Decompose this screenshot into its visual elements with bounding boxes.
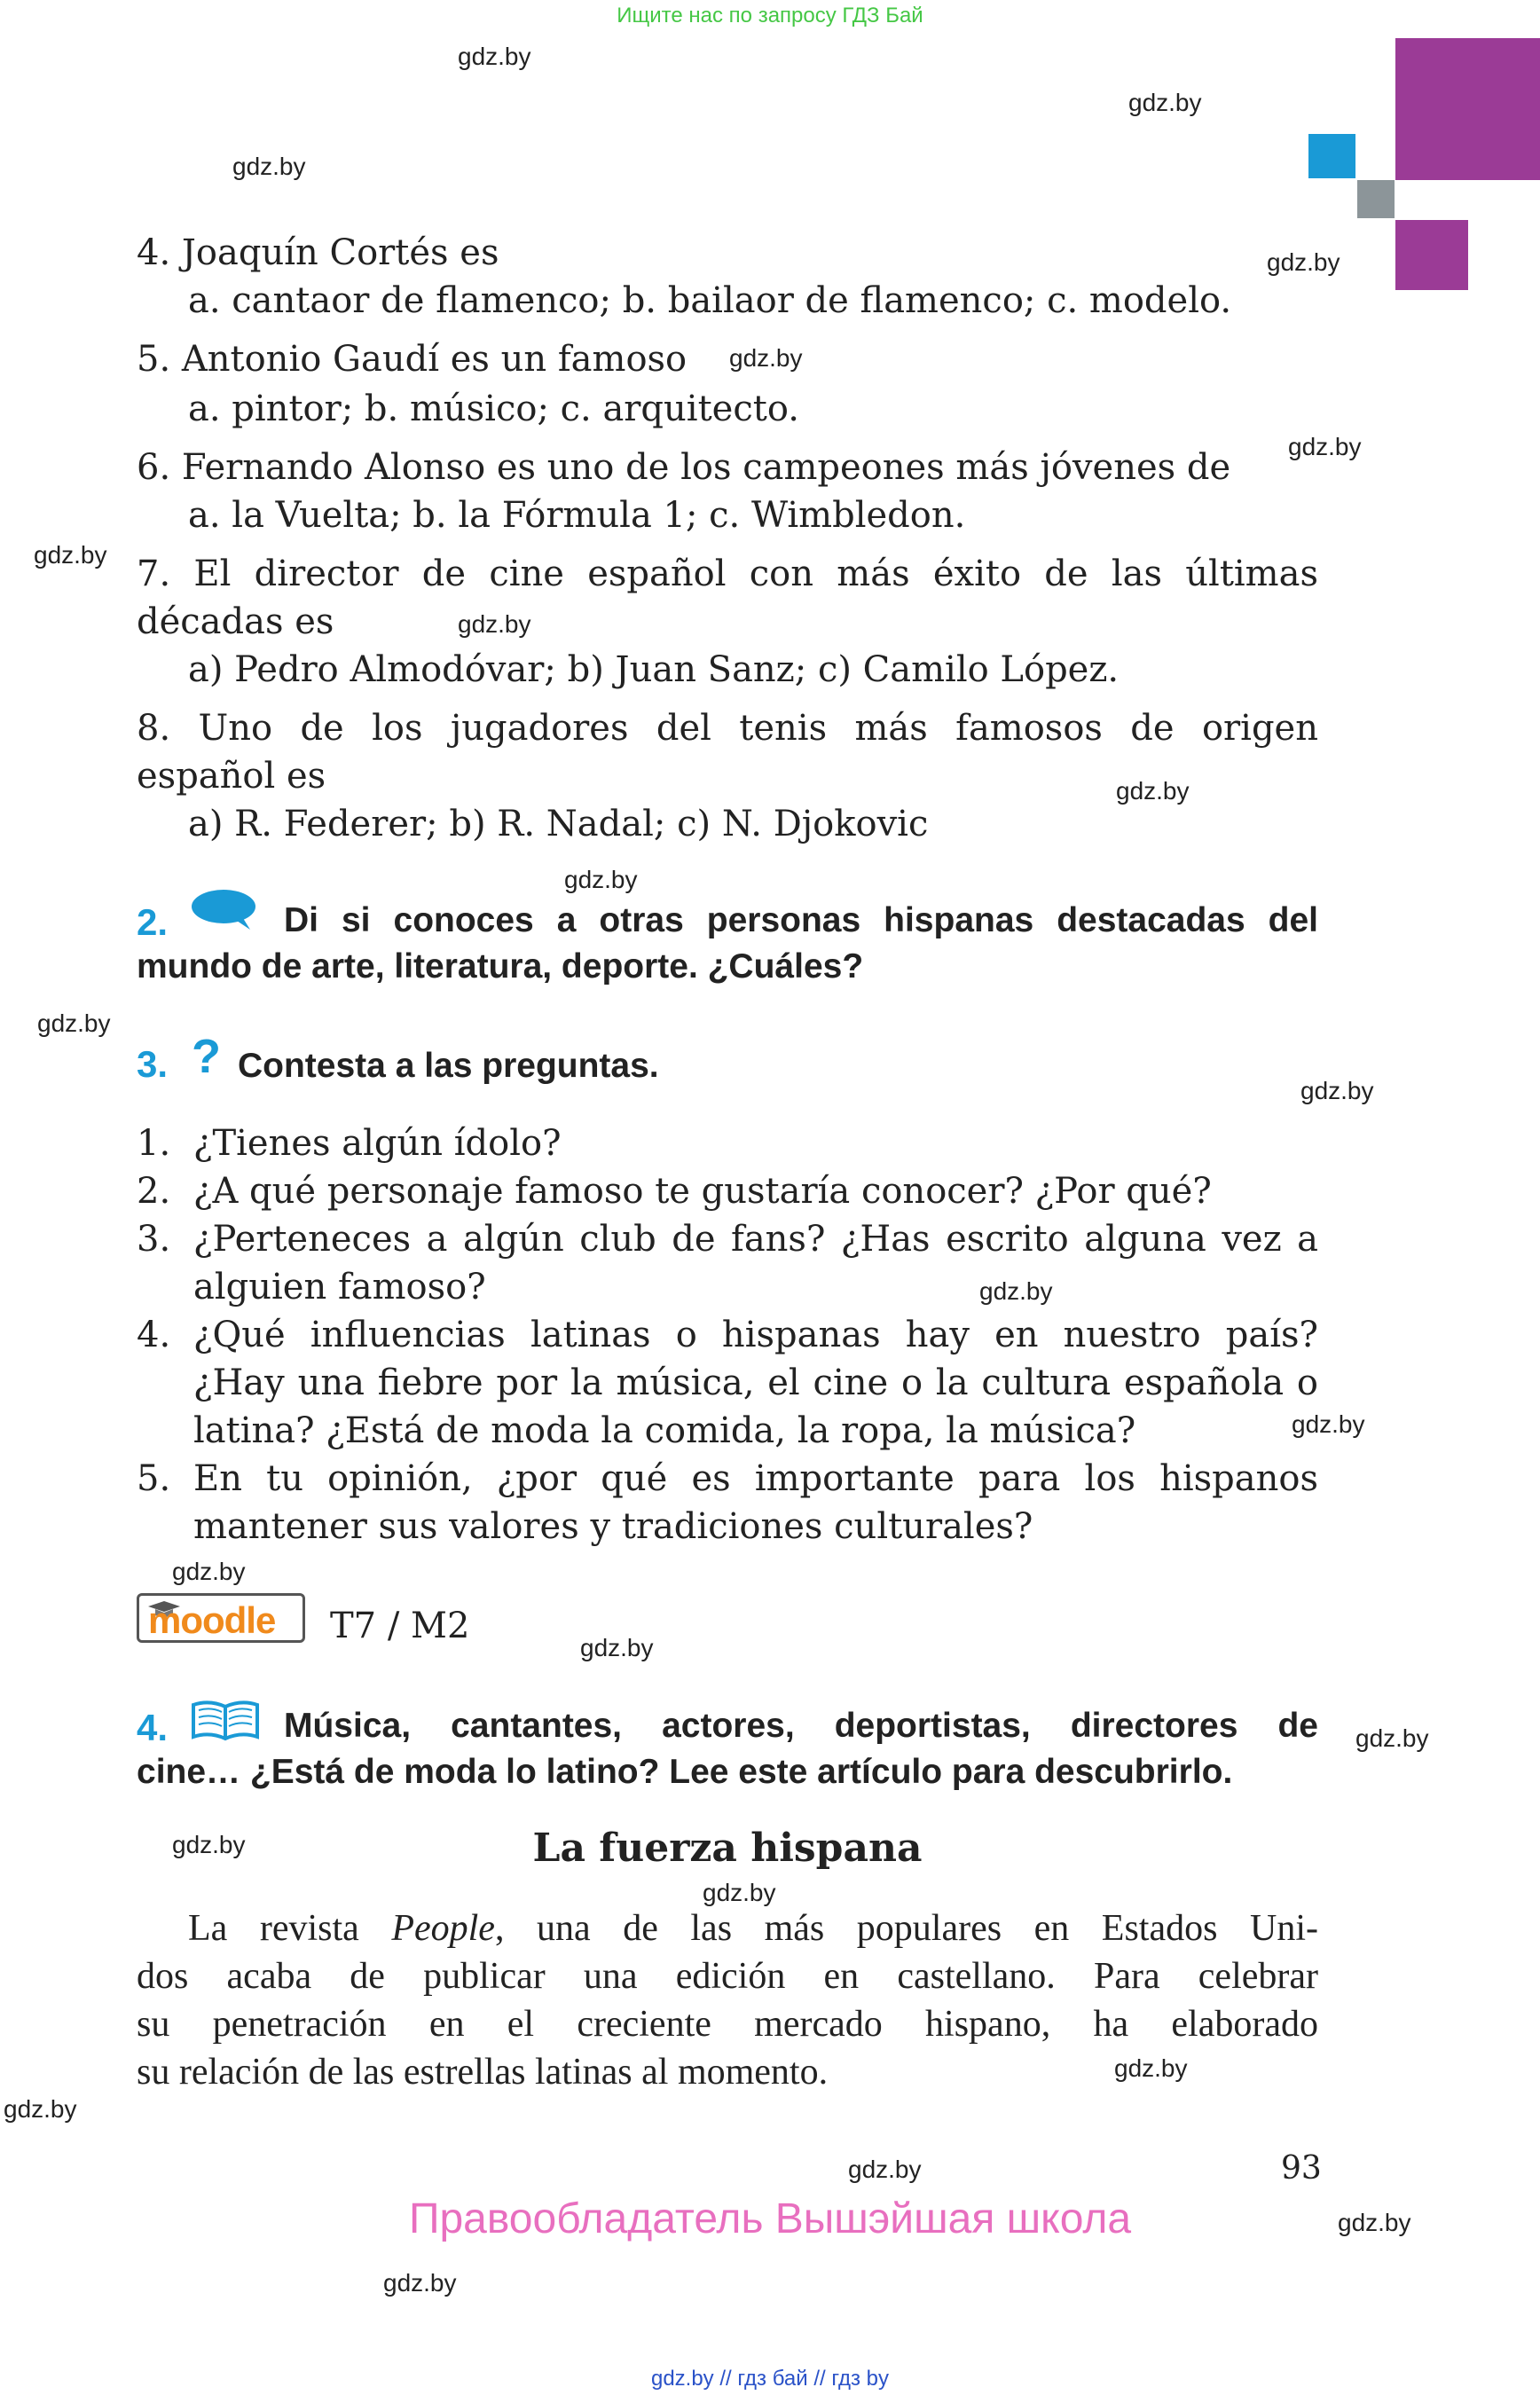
question-text: ¿Qué influencias latinas o hispanas hay en nuestro país?: [193, 1315, 1318, 1355]
article-line-4: su relación de las estrellas latinas al momento.: [137, 2052, 829, 2093]
question-mark-icon: ?: [192, 1030, 221, 1083]
watermark: gdz.by: [729, 344, 803, 372]
watermark: gdz.by: [458, 610, 531, 638]
watermark: gdz.by: [979, 1277, 1053, 1305]
decor-blue-square: [1308, 134, 1355, 178]
quiz-question-8-cont: español es: [137, 756, 326, 797]
exercise-4-text-line2: cine… ¿Está de moda lo latino? Lee este artículo para descubrirlo.: [137, 1753, 1233, 1791]
exercise-4-number: 4.: [137, 1707, 169, 1748]
question-text: ¿Hay una fiebre por la música, el cine o la cultura española o: [193, 1362, 1318, 1403]
exercise-3-number: 3.: [137, 1043, 169, 1085]
watermark: gdz.by: [1355, 1724, 1429, 1752]
watermark: gdz.by: [1267, 248, 1340, 276]
watermark: gdz.by: [37, 1009, 111, 1037]
question-text: En tu opinión, ¿por qué es importante para los hispanos: [193, 1458, 1318, 1499]
watermark: gdz.by: [172, 1558, 246, 1585]
article-text: , una de las más populares en Estados Uni-: [494, 1908, 1318, 1949]
question-text: latina? ¿Está de moda la comida, la ropa, la música?: [193, 1410, 1136, 1451]
watermark: gdz.by: [1288, 433, 1362, 460]
question-text: ¿A qué personaje famoso te gustaría conocer? ¿Por qué?: [193, 1171, 1212, 1212]
watermark: gdz.by: [1300, 1077, 1374, 1104]
watermark: gdz.by: [1292, 1410, 1365, 1438]
moodle-logo-text: moodle: [148, 1599, 276, 1641]
quiz-question-6: 6. Fernando Alonso es uno de los campeones más jóvenes de: [137, 447, 1231, 488]
moodle-reference: T7 / M2: [330, 1606, 470, 1646]
watermark: gdz.by: [580, 1634, 654, 1661]
quiz-options-4: a. cantaor de flamenco; b. bailaor de flamenco; c. modelo.: [188, 280, 1232, 321]
quiz-options-7: a) Pedro Almodóvar; b) Juan Sanz; c) Camilo López.: [188, 649, 1120, 690]
quiz-question-7: 7. El director de cine español con más éxito de las últimas: [137, 554, 1318, 594]
watermark: gdz.by: [703, 1879, 776, 1906]
question-text: ¿Tienes algún ídolo?: [193, 1123, 562, 1164]
watermark: gdz.by: [1128, 89, 1202, 116]
question-number: 4.: [137, 1315, 171, 1355]
exercise-4-text-line1: Música, cantantes, actores, deportistas, directores de: [284, 1707, 1318, 1745]
watermark: gdz.by: [1338, 2209, 1411, 2236]
article-line-2: dos acaba de publicar una edición en castellano. Para celebrar: [137, 1956, 1318, 1997]
watermark: gdz.by: [1114, 2054, 1188, 2082]
question-number: 5.: [137, 1458, 171, 1499]
top-banner[interactable]: Ищите нас по запросу ГДЗ Бай: [617, 4, 923, 27]
exercise-2-text-line1: Di si conoces a otras personas hispanas destacadas del: [284, 901, 1318, 939]
question-number: 1.: [137, 1123, 171, 1164]
question-text: alguien famoso?: [193, 1267, 486, 1308]
article-title: La fuerza hispana: [532, 1826, 923, 1871]
watermark: gdz.by: [172, 1831, 246, 1858]
decor-purple-small: [1395, 220, 1468, 290]
exercise-2-number: 2.: [137, 901, 169, 943]
exercise-2-text-line2: mundo de arte, literatura, deporte. ¿Cuáles?: [137, 947, 864, 986]
watermark: gdz.by: [4, 2095, 77, 2123]
exercise-3-title: Contesta a las preguntas.: [238, 1047, 659, 1085]
watermark: gdz.by: [1116, 777, 1190, 805]
question-number: 2.: [137, 1171, 171, 1212]
quiz-question-4: 4. Joaquín Cortés es: [137, 232, 499, 273]
moodle-logo[interactable]: [137, 1593, 305, 1643]
article-line-3: su penetración en el creciente mercado hispano, ha elaborado: [137, 2004, 1318, 2045]
speech-bubble-icon: [190, 889, 257, 931]
decor-purple-large: [1395, 38, 1540, 180]
page-number: 93: [1281, 2150, 1322, 2187]
decor-gray-square: [1357, 180, 1395, 218]
quiz-question-5: 5. Antonio Gaudí es un famoso: [137, 339, 688, 380]
footer-links[interactable]: gdz.by // гдз бай // гдз by: [650, 2367, 890, 2391]
quiz-options-8: a) R. Federer; b) R. Nadal; c) N. Djokovic: [188, 804, 929, 844]
article-line-1: [188, 1907, 1318, 1950]
open-book-icon: [190, 1698, 261, 1742]
watermark: gdz.by: [564, 866, 638, 893]
quiz-options-6: a. la Vuelta; b. la Fórmula 1; c. Wimbledon.: [188, 495, 966, 536]
question-number: 3.: [137, 1219, 171, 1260]
watermark: gdz.by: [232, 153, 306, 180]
article-text: La revista: [188, 1908, 392, 1949]
question-text: mantener sus valores y tradiciones culturales?: [193, 1506, 1033, 1547]
magazine-name: People: [391, 1908, 495, 1949]
quiz-question-8: 8. Uno de los jugadores del tenis más famosos de origen: [137, 708, 1318, 749]
question-text: ¿Perteneces a algún club de fans? ¿Has escrito alguna vez a: [193, 1219, 1318, 1260]
watermark: gdz.by: [848, 2156, 922, 2183]
watermark: gdz.by: [383, 2269, 457, 2297]
watermark: gdz.by: [458, 43, 531, 70]
quiz-question-7-cont: décadas es: [137, 601, 334, 642]
copyright-notice: Правообладатель Вышэйшая школа: [408, 2195, 1132, 2242]
quiz-options-5: a. pintor; b. músico; c. arquitecto.: [188, 389, 799, 429]
watermark: gdz.by: [34, 541, 107, 569]
